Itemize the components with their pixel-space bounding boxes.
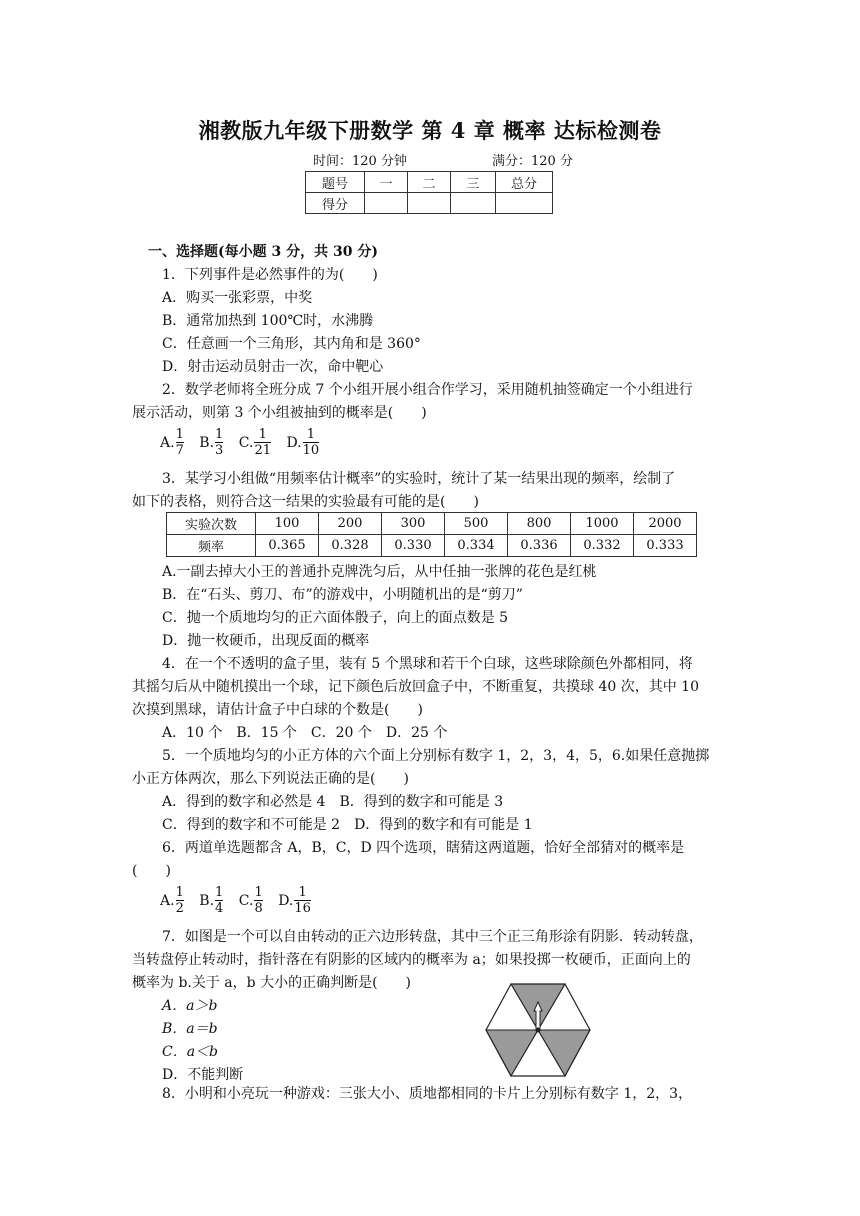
- q7-option-d: D．不能判断: [162, 1067, 244, 1083]
- rate-cell: 0.336: [508, 535, 571, 557]
- fraction: [176, 885, 184, 916]
- hexagon-spinner-figure: [484, 982, 592, 1078]
- fraction: [294, 885, 311, 916]
- q4-stem-line3: 次摸到黑球，请估计盒子中白球的个数是( ): [132, 702, 423, 718]
- score-row-label: 得分: [306, 193, 365, 214]
- q5-options-ab: A．得到的数字和必然是 4 B．得到的数字和可能是 3: [162, 794, 504, 810]
- trials-cell: 1000: [571, 513, 634, 535]
- rate-cell: 0.333: [634, 535, 697, 557]
- q4-stem-line1: 4．在一个不透明的盒子里，装有 5 个黑球和若干个白球，这些球除颜色外都相同，将: [162, 656, 693, 672]
- q3-option-b: B．在“石头、剪刀、布”的游戏中，小明随机出的是“剪刀”: [162, 587, 523, 603]
- trials-cell: 500: [445, 513, 508, 535]
- option-label: A.: [160, 892, 175, 909]
- q2-option-c: [238, 427, 272, 458]
- denominator: 8: [254, 901, 263, 916]
- q3-option-c: C．抛一个质地均匀的正六面体骰子，向上的面点数是 5: [162, 610, 509, 626]
- q6-options: [160, 885, 322, 916]
- fraction: [303, 427, 320, 458]
- rate-cell: 0.328: [319, 535, 382, 557]
- exam-full-score: 满分：120 分: [492, 154, 573, 169]
- numerator: 1: [298, 885, 307, 900]
- q6-option-c: [238, 885, 264, 916]
- fraction: [176, 427, 184, 458]
- score-header-cell: 题号: [306, 172, 365, 193]
- q3-stem-line1: 3．某学习小组做“用频率估计概率”的实验时，统计了某一结果出现的频率，绘制了: [162, 471, 676, 487]
- q6-stem-line2: ( ): [132, 863, 171, 879]
- option-label: B.: [199, 434, 215, 451]
- denominator: 4: [215, 901, 224, 916]
- rate-cell: 0.332: [571, 535, 634, 557]
- option-label: C.: [238, 892, 254, 909]
- trials-cell: 2000: [634, 513, 697, 535]
- exam-time: 时间：120 分钟: [313, 154, 407, 169]
- q2-stem-line1: 2．数学老师将全班分成 7 个小组开展小组合作学习，采用随机抽签确定一个小组进行: [162, 382, 693, 398]
- score-blank-cell[interactable]: [365, 193, 408, 214]
- score-table-header-row: [306, 172, 553, 193]
- q2-stem-line2: 展示活动，则第 3 个小组被抽到的概率是( ): [132, 405, 427, 421]
- numerator: 1: [175, 427, 184, 442]
- option-label: C.: [238, 434, 254, 451]
- q5-stem-line1: 5．一个质地均匀的小正方体的六个面上分别标有数字 1，2，3，4，5，6.如果任意抛掷: [162, 748, 710, 764]
- rate-cell: 0.334: [445, 535, 508, 557]
- denominator: 16: [294, 901, 311, 916]
- q4-stem-line2: 其摇匀后从中随机摸出一个球，记下颜色后放回盒子中，不断重复，共摸球 40 次，其中 10: [132, 679, 699, 695]
- q5-options-cd: C．得到的数字和不可能是 2 D．得到的数字和有可能是 1: [162, 817, 533, 833]
- rate-cell: 0.365: [256, 535, 319, 557]
- numerator: 1: [175, 885, 184, 900]
- option-label: A.: [160, 434, 175, 451]
- q8-stem-line1: 8．小明和小亮玩一种游戏：三张大小、质地都相同的卡片上分别标有数字 1，2，3，: [162, 1086, 693, 1102]
- q7-stem-line2: 当转盘停止转动时，指针落在有阴影的区域内的概率为 a；如果投掷一枚硬币，正面向上的: [132, 952, 691, 968]
- q7-stem-line1: 7．如图是一个可以自由转动的正六边形转盘，其中三个正三角形涂有阴影．转动转盘，: [162, 929, 703, 945]
- trials-cell: 800: [508, 513, 571, 535]
- option-label: B.: [199, 892, 215, 909]
- denominator: 10: [302, 443, 320, 458]
- denominator: 2: [175, 901, 184, 916]
- q1-option-a: A．购买一张彩票，中奖: [162, 290, 313, 306]
- frequency-table: [166, 512, 697, 557]
- score-blank-cell[interactable]: [408, 193, 451, 214]
- q6-option-b: [199, 885, 224, 916]
- numerator: 1: [254, 885, 263, 900]
- numerator: 1: [306, 427, 316, 442]
- score-blank-cell[interactable]: [496, 193, 553, 214]
- score-blank-cell[interactable]: [451, 193, 496, 214]
- rate-cell: 0.330: [382, 535, 445, 557]
- score-header-cell: 二: [408, 172, 451, 193]
- q6-option-a: [160, 885, 185, 916]
- shaded-triangle: [486, 1030, 538, 1076]
- hexagon-spinner: [486, 984, 590, 1076]
- q7-stem-line3: 概率为 b.关于 a，b 大小的正确判断是( ): [132, 975, 411, 991]
- q4-options: A．10 个 B．15 个 C．20 个 D．25 个: [162, 725, 448, 741]
- q2-options: [160, 427, 330, 458]
- pivot-dot: [536, 1028, 541, 1033]
- q7-option-a: A．a＞b: [162, 998, 218, 1014]
- q3-option-a: A.一副去掉大小王的普通扑克牌洗匀后，从中任抽一张牌的花色是红桃: [162, 564, 597, 580]
- frequency-table-rate-row: [167, 535, 697, 557]
- q7-option-b: B．a＝b: [162, 1021, 218, 1037]
- trials-label: 实验次数: [167, 513, 256, 535]
- q1-option-d: D．射击运动员射击一次，命中靶心: [162, 359, 384, 375]
- option-label: D.: [286, 434, 302, 451]
- q3-stem-line2: 如下的表格，则符合这一结果的实验最有可能的是( ): [132, 494, 479, 510]
- denominator: 7: [175, 443, 184, 458]
- fraction: [254, 427, 271, 458]
- q2-option-d: [286, 427, 320, 458]
- numerator: 1: [215, 885, 224, 900]
- q5-stem-line2: 小正方体两次，那么下列说法正确的是( ): [132, 771, 409, 787]
- option-label: D.: [278, 892, 294, 909]
- score-header-cell: 一: [365, 172, 408, 193]
- q2-option-a: [160, 427, 185, 458]
- q1-stem: 1．下列事件是必然事件的为( ): [162, 267, 378, 283]
- score-table-score-row: [306, 193, 553, 214]
- trials-cell: 100: [256, 513, 319, 535]
- denominator: 21: [254, 443, 271, 458]
- q1-option-b: B．通常加热到 100℃时，水沸腾: [162, 313, 374, 329]
- section-heading-choice: 一、选择题(每小题 3 分，共 30 分): [148, 244, 378, 260]
- numerator: 1: [258, 427, 267, 442]
- q6-stem-line1: 6．两道单选题都含 A，B，C，D 四个选项，瞎猜这两道题，恰好全部猜对的概率是: [162, 840, 685, 856]
- numerator: 1: [215, 427, 224, 442]
- q1-option-c: C．任意画一个三角形，其内角和是 360°: [162, 336, 421, 352]
- fraction: [215, 885, 223, 916]
- fraction: [254, 885, 262, 916]
- q6-option-d: [278, 885, 312, 916]
- score-header-cell: 三: [451, 172, 496, 193]
- page-title: 湘教版九年级下册数学 第 4 章 概率 达标检测卷: [198, 118, 662, 143]
- fraction: [215, 427, 223, 458]
- trials-cell: 300: [382, 513, 445, 535]
- denominator: 3: [215, 443, 224, 458]
- q3-option-d: D．抛一枚硬币，出现反面的概率: [162, 633, 370, 649]
- rate-label: 频率: [167, 535, 256, 557]
- score-table: [305, 171, 553, 214]
- trials-cell: 200: [319, 513, 382, 535]
- shaded-triangle: [538, 1030, 590, 1076]
- q2-option-b: [199, 427, 224, 458]
- q7-option-c: C．a＜b: [162, 1044, 219, 1060]
- frequency-table-trials-row: [167, 513, 697, 535]
- score-header-cell: 总分: [496, 172, 553, 193]
